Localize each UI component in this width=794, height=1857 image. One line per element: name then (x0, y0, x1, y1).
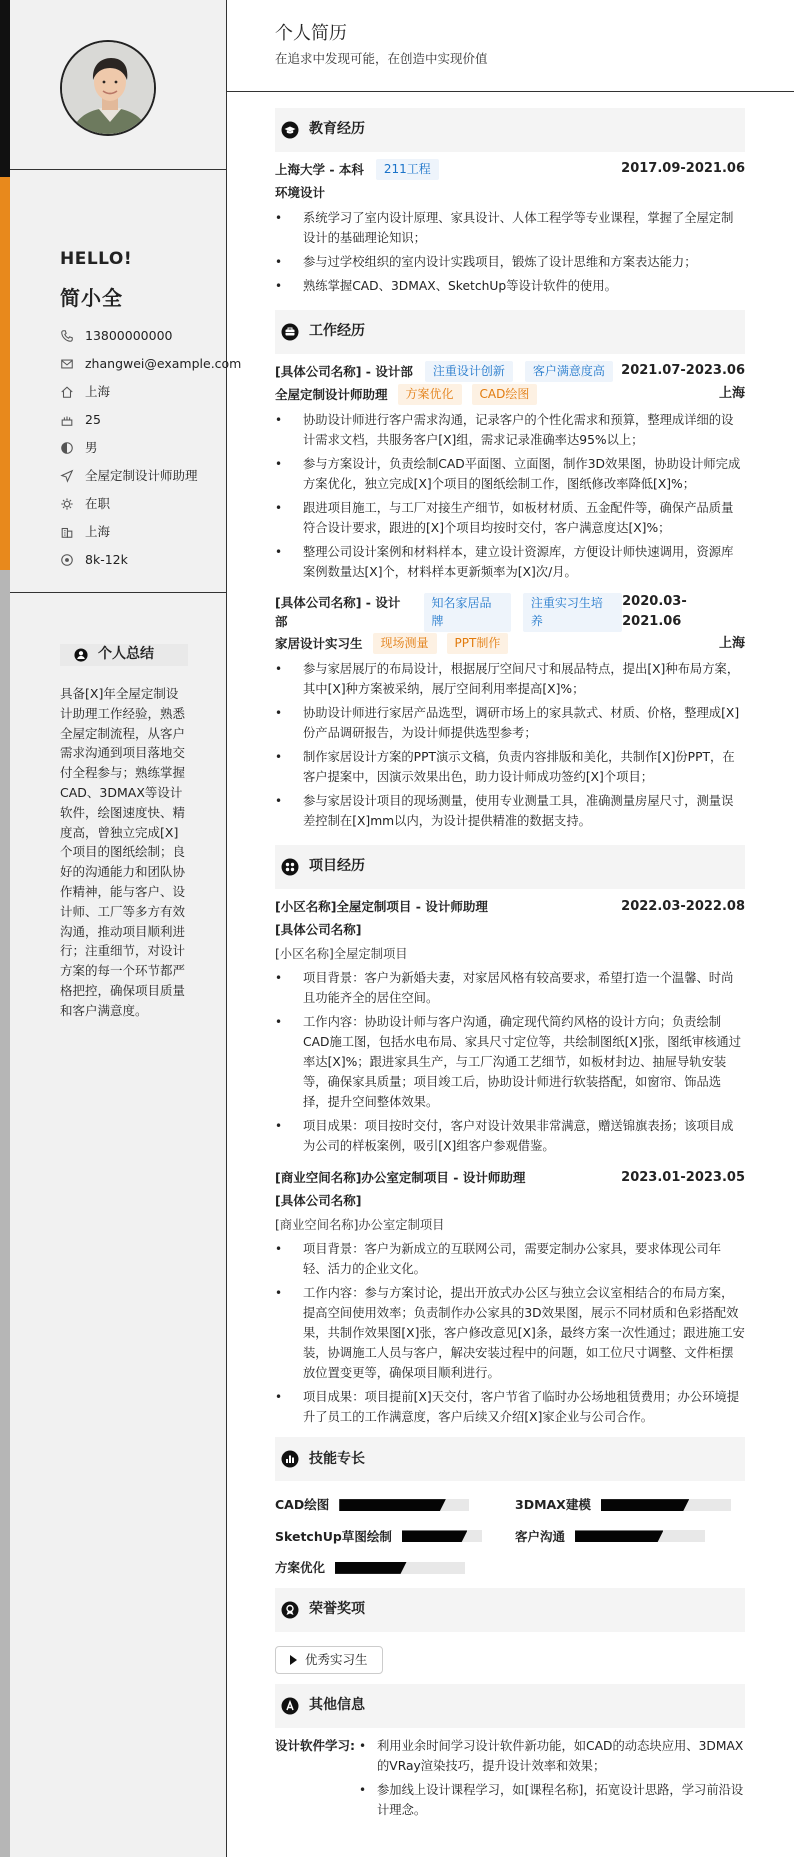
work-city: 上海 (718, 635, 745, 651)
list-item: • 参与过学校组织的室内设计实践项目，锻炼了设计思维和方案表达能力； (275, 252, 745, 272)
company-tag: 知名家居品牌 (424, 593, 511, 632)
role-tag: 方案优化 (398, 384, 462, 405)
main-content (275, 108, 745, 1824)
honor-item[interactable] (275, 1646, 383, 1674)
skill-label: 客户沟通 (515, 1528, 566, 1544)
job-target-icon (60, 469, 74, 483)
skill-bar (339, 1499, 469, 1511)
play-icon (290, 1655, 297, 1665)
project-company: [具体公司名称] (275, 922, 362, 938)
age-icon (60, 413, 74, 427)
skill-label: 3DMAX建模 (515, 1497, 591, 1513)
projects-title: 项目经历 (309, 858, 365, 875)
list-item: • 协助设计师进行客户需求沟通，记录客户的个性化需求和预算，整理成详细的设计需求文档，共服务客户[X]组，需求记录准确率达95%以上； (275, 410, 745, 450)
gender-icon (60, 441, 74, 455)
avatar (60, 40, 156, 136)
work-entry (275, 592, 745, 831)
sidebar-divider-2 (10, 592, 226, 593)
list-item: • 项目背景：客户为新成立的互联网公司，需要定制办公家具，要求体现公司年轻、活力的企业文化。 (275, 1239, 745, 1279)
info-icon (281, 1697, 299, 1715)
skill-bar-fill (402, 1530, 468, 1542)
contact-phone-text: 13800000000 (85, 328, 173, 344)
role-tag: PPT制作 (447, 633, 509, 654)
work-bullets (275, 410, 745, 582)
work-title: 工作经历 (309, 323, 365, 340)
summary-text: 具备[X]年全屋定制设计助理工作经验，熟悉全屋定制流程，从客户需求沟通到项目落地交付全程参与；熟练掌握CAD、3DMAX等设计软件，绘图速度快、精度高，曾独立完成[X]个项目的图纸绘制；良好的沟通能力和团队协作精神，能与客户、设计师、工厂等多方有效沟通，推动项目顺利进行；注重细节，对设计方案的每一个环节都严格把控，确保项目质量和客户满意度。 (60, 686, 186, 1018)
company-tag: 注重实习生培养 (523, 593, 622, 632)
project-date: 2023.01-2023.05 (621, 1169, 745, 1185)
list-item: • 参与家居展厅的布局设计，根据展厅空间尺寸和展品特点，提出[X]种布局方案，其中[X]种方案被采纳，展厅空间利用率提高[X]%； (275, 659, 745, 699)
other-title: 其他信息 (309, 1696, 365, 1713)
work-section (275, 310, 745, 831)
job-role: 全屋定制设计师助理 (275, 386, 388, 402)
education-date: 2017.09-2021.06 (621, 161, 745, 177)
skill-bar (575, 1530, 705, 1542)
project-company: [具体公司名称] (275, 1193, 362, 1209)
bar-chart-icon (281, 1450, 299, 1468)
skill-label: 方案优化 (275, 1560, 326, 1576)
company-tag: 客户满意度高 (525, 361, 613, 382)
work-entry (275, 360, 745, 582)
sidebar (10, 0, 242, 1857)
company-name: [具体公司名称] - 设计部 (275, 363, 413, 379)
list-item: • 项目背景：客户为新婚夫妻，对家居风格有较高要求，希望打造一个温馨、时尚且功能齐全的居住空间。 (275, 968, 745, 1008)
school-tag: 211工程 (376, 159, 439, 180)
list-item: • 参与家居设计项目的现场测量，使用专业测量工具，准确测量房屋尺寸，测量误差控制在[X]mm以内，为设计提供精准的数据支持。 (275, 791, 745, 831)
skill-bar-fill (335, 1562, 407, 1574)
skills-heading (275, 1437, 745, 1481)
grid-icon (281, 858, 299, 876)
greeting: HELLO! (60, 249, 133, 269)
header-name: 个人简历 (275, 23, 347, 44)
skill-bar-fill (601, 1499, 689, 1511)
project-name: [小区名称]全屋定制项目 - 设计师助理 (275, 899, 488, 915)
education-heading (275, 108, 745, 152)
skill-label: CAD绘图 (275, 1497, 330, 1513)
list-item: • 工作内容：协助设计师与客户沟通，确定现代简约风格的设计方向；负责绘制CAD施工图，包括水电布局、家具尺寸定位等，共绘制图纸[X]张，图纸审核通过率达[X]%；跟进家具生产，与工厂沟通工艺细节，如板材封边、抽屉导轨安装等，确保家具质量；项目竣工后，协助设计师进行软装搭配，如窗帘、饰品选择，提升空间整体效果。 (275, 1012, 745, 1112)
skill-bar-fill (575, 1530, 663, 1542)
project-bullets (275, 968, 745, 1156)
edge-accent-gray (0, 570, 10, 1857)
contact-location-text: 上海 (85, 524, 111, 540)
graduation-cap-icon (281, 121, 299, 139)
skills-grid (275, 1487, 745, 1587)
skill-label: SketchUp草图绘制 (275, 1528, 392, 1544)
company-name: [具体公司名称] - 设计部 (275, 594, 401, 630)
edge-accent-orange (0, 177, 10, 570)
skill-bar (402, 1530, 482, 1542)
skill-bar (601, 1499, 731, 1511)
education-section (275, 108, 745, 296)
company-tag: 注重设计创新 (425, 361, 513, 382)
role-tag: CAD绘图 (472, 384, 538, 405)
contact-home-text: 上海 (85, 384, 111, 400)
contact-job-target (60, 462, 241, 490)
project-entry (275, 895, 745, 1156)
work-date: 2020.03-2021.06 (622, 594, 687, 630)
other-section (275, 1684, 745, 1824)
honors-section (275, 1588, 745, 1684)
other-heading (275, 1684, 745, 1728)
list-item: • 工作内容：参与方案讨论，提出开放式办公区与独立会议室相结合的布局方案，提高空间使用效率；负责制作办公家具的3D效果图，展示不同材质和色彩搭配效果，共制作效果图[X]张，客户修改意见[X]条，最终方案一次性通过；跟进施工安装，协调施工人员与客户，解决安装过程中的问题，如工位尺寸调整、文件柜摆放位置变更等，确保项目顺利进行。 (275, 1283, 745, 1383)
resume-header (227, 0, 794, 92)
education-bullets (275, 208, 745, 296)
work-heading (275, 310, 745, 354)
list-item: • 系统学习了室内设计原理、家具设计、人体工程学等专业课程，掌握了全屋定制设计的基础理论知识； (275, 208, 745, 248)
list-item: • 利用业余时间学习设计软件新功能，如CAD的动态块应用、3DMAX的VRay渲染技巧，提升设计效率和效果； (359, 1736, 745, 1776)
project-entry (275, 1166, 745, 1427)
list-item: • 跟进项目施工，与工厂对接生产细节，如板材材质、五金配件等，确保产品质量符合设计要求，跟进的[X]个项目均按时交付，客户满意度达[X]%； (275, 498, 745, 538)
skill-item (275, 1558, 515, 1577)
contact-list (60, 322, 241, 574)
contact-salary-text: 8k-12k (85, 552, 128, 568)
skill-bar-fill (339, 1499, 446, 1511)
edge-accent-black (0, 0, 10, 177)
list-item: • 参与方案设计，负责绘制CAD平面图、立面图，制作3D效果图，协助设计师完成方案优化，独立完成[X]个项目的图纸绘制工作，图纸修改率降低[X]%； (275, 454, 745, 494)
list-item: • 制作家居设计方案的PPT演示文稿，负责内容排版和美化，共制作[X]份PPT，在客户提案中，因演示效果出色，助力设计师成功签约[X]个项目； (275, 747, 745, 787)
email-icon (60, 357, 74, 371)
contact-location (60, 518, 241, 546)
project-bullets (275, 1239, 745, 1427)
project-subtitle: [小区名称]全屋定制项目 (275, 947, 408, 962)
other-entry (275, 1736, 745, 1824)
work-date: 2021.07-2023.06 (621, 363, 745, 379)
skill-item (515, 1527, 745, 1546)
education-entry (275, 158, 745, 296)
skill-item (275, 1495, 515, 1514)
contact-salary (60, 546, 241, 574)
education-title: 教育经历 (309, 121, 365, 138)
contact-age (60, 406, 241, 434)
briefcase-icon (281, 323, 299, 341)
honor-label: 优秀实习生 (305, 1651, 368, 1667)
honors-heading (275, 1588, 745, 1632)
contact-phone (60, 322, 241, 350)
project-date: 2022.03-2022.08 (621, 898, 745, 914)
projects-section (275, 845, 745, 1427)
honors-title: 荣誉奖项 (309, 1600, 365, 1617)
contact-gender-text: 男 (85, 440, 98, 456)
contact-gender (60, 434, 241, 462)
user-icon (74, 648, 88, 662)
contact-status-text: 在职 (85, 496, 111, 512)
salary-icon (60, 553, 74, 567)
summary-title: 个人总结 (98, 646, 154, 663)
summary-heading (60, 644, 188, 666)
status-icon (60, 497, 74, 511)
work-bullets (275, 659, 745, 831)
skills-section (275, 1437, 745, 1587)
list-item: • 参加线上设计课程学习，如[课程名称]，拓宽设计思路，学习前沿设计理念。 (359, 1780, 745, 1820)
contact-email (60, 350, 241, 378)
school-name: 上海大学 - 本科 (275, 161, 364, 177)
contact-job-target-text: 全屋定制设计师助理 (85, 468, 198, 484)
full-name: 简小全 (60, 286, 123, 310)
job-role: 家居设计实习生 (275, 636, 363, 652)
award-icon (281, 1601, 299, 1619)
list-item: • 项目成果：项目提前[X]天交付，客户节省了临时办公场地租赁费用；办公环境提升了员工的工作满意度，客户后续又介绍[X]家企业与公司合作。 (275, 1387, 745, 1427)
list-item: • 熟练掌握CAD、3DMAX、SketchUp等设计软件的使用。 (275, 276, 745, 296)
other-label: 设计软件学习: (275, 1737, 355, 1753)
project-name: [商业空间名称]办公室定制项目 - 设计师助理 (275, 1170, 526, 1186)
contact-age-text: 25 (85, 412, 101, 428)
phone-icon (60, 329, 74, 343)
role-tag: 现场测量 (373, 633, 437, 654)
project-subtitle: [商业空间名称]办公室定制项目 (275, 1218, 445, 1233)
contact-status (60, 490, 241, 518)
skill-bar (335, 1562, 465, 1574)
skill-item (515, 1495, 745, 1514)
list-item: • 整理公司设计案例和材料样本，建立设计资源库，方便设计师快速调用，资源库案例数量达[X]个，材料样本更新频率为[X]次/月。 (275, 542, 745, 582)
list-item: • 协助设计师进行家居产品选型，调研市场上的家具款式、材质、价格，整理成[X]份产品调研报告，为设计师提供选型参考； (275, 703, 745, 743)
list-item: • 项目成果：项目按时交付，客户对设计效果非常满意，赠送锦旗表扬；该项目成为公司的样板案例，吸引[X]组客户参观借鉴。 (275, 1116, 745, 1156)
contact-email-text: zhangwei@example.com (85, 356, 242, 372)
sidebar-divider (10, 169, 226, 170)
tagline: 在追求中发现可能，在创造中实现价值 (275, 51, 488, 66)
contact-home (60, 378, 241, 406)
home-icon (60, 385, 74, 399)
skill-item (275, 1527, 515, 1546)
other-bullets (359, 1736, 745, 1824)
projects-heading (275, 845, 745, 889)
work-city: 上海 (718, 386, 745, 402)
skills-title: 技能专长 (309, 1450, 365, 1467)
location-icon (60, 525, 74, 539)
major: 环境设计 (275, 184, 326, 200)
